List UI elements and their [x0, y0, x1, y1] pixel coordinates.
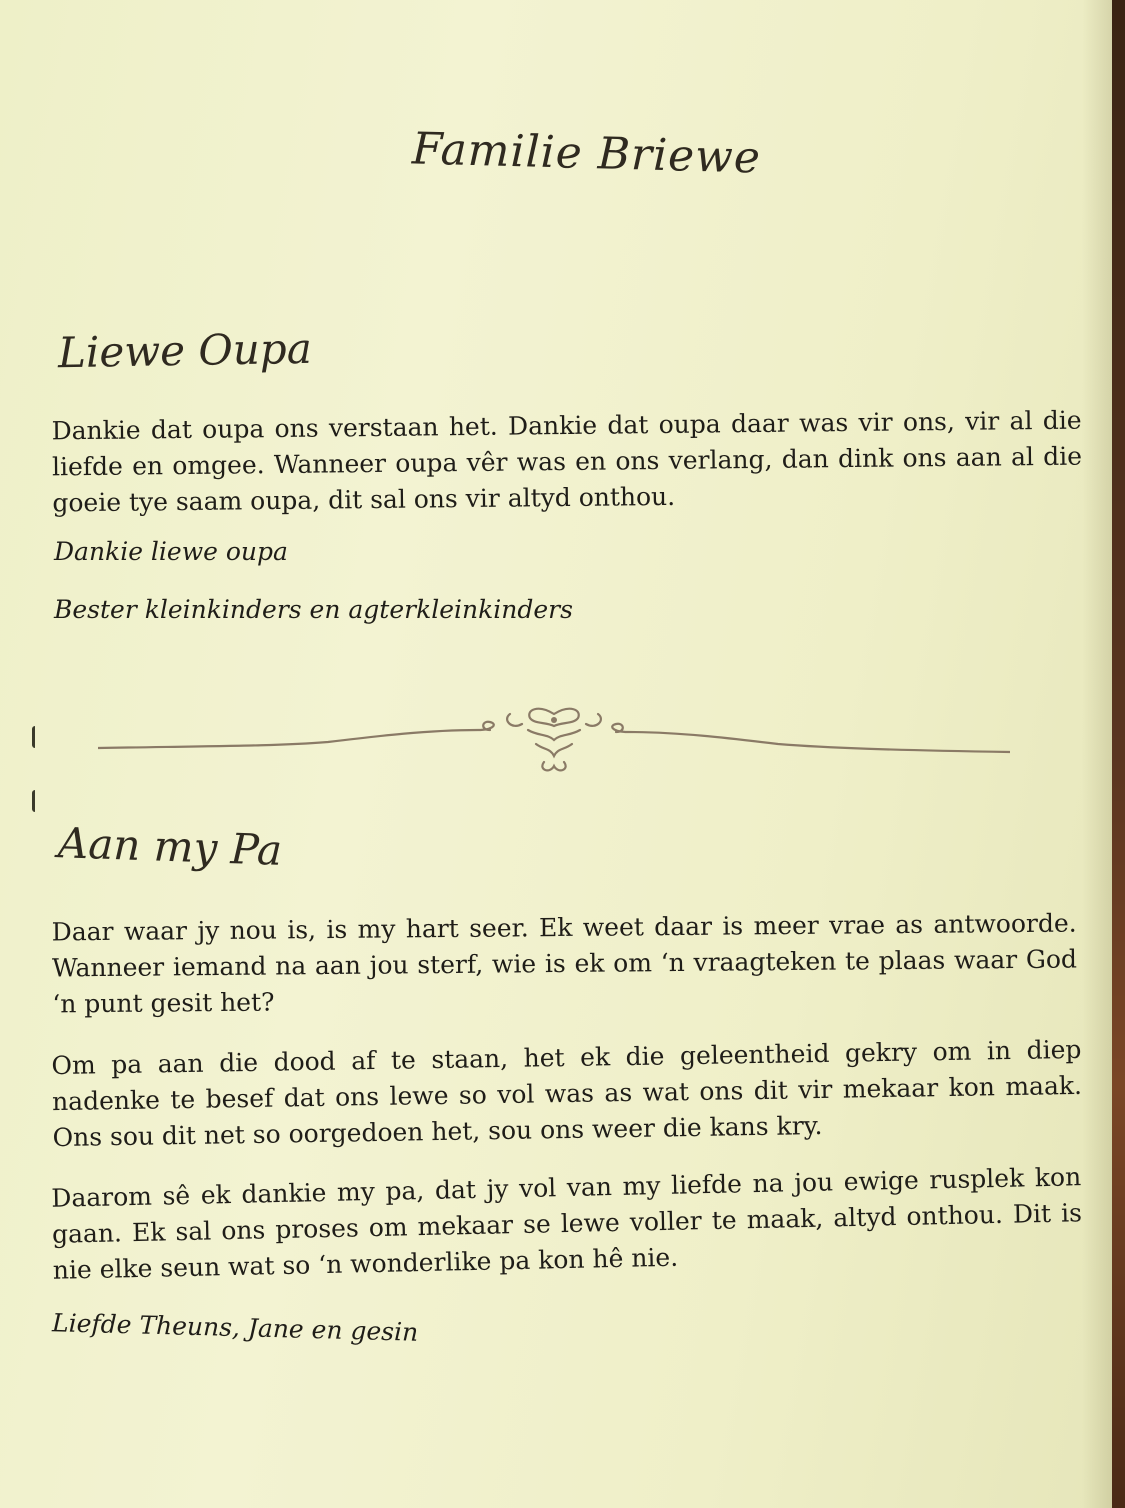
letter-heading-oupa: Liewe Oupa	[57, 323, 313, 378]
letter-signature-oupa: Bester kleinkinders en agterkleinkinders	[54, 595, 573, 624]
margin-mark	[32, 726, 41, 748]
letter-body-oupa: Dankie dat oupa ons verstaan het. Dankie dat oupa daar was vir ons, vir al die liefde en omgee. Wanneer oupa vêr was en ons verlang, dan dink ons aan al die goeie tye saam oupa, dit sal ons vir altyd onthou.	[51, 405, 1083, 518]
letter-paragraph-pa-1: Daar waar jy nou is, is my hart seer. Ek weet daar is meer vrae as antwoorde. Wanneer iemand na aan jou sterf, wie is ek om ‘n vraagteken te plaas waar God ‘n punt gesit het?	[51, 908, 1078, 1019]
letter-paragraph-pa-2: Om pa aan die dood af te staan, het ek die geleentheid gekry om in diep nadenke te besef dat ons lewe so vol was as wat ons dit vir mekaar kon maak. Ons sou dit net so oorgedoen het, sou ons weer die kans kry.	[51, 1034, 1083, 1153]
page-shadow	[1082, 0, 1112, 1508]
letter-paragraph-pa-3: Daarom sê ek dankie my pa, dat jy vol van my liefde na jou ewige rusplek kon gaan. Ek sal ons proses om mekaar se lewe voller te maak, altyd onthou. Dit is nie elke seun wat so ‘n wonderlike pa kon hê nie.	[51, 1162, 1083, 1285]
book-page-edge	[1112, 0, 1125, 1508]
page-title: Familie Briewe	[411, 123, 762, 184]
ornamental-divider	[98, 700, 1010, 780]
letter-closing-oupa: Dankie liewe oupa	[54, 537, 288, 566]
letter-heading-pa: Aan my Pa	[57, 818, 283, 875]
margin-mark	[32, 790, 41, 812]
letter-signature-pa: Liefde Theuns, Jane en gesin	[51, 1308, 419, 1347]
